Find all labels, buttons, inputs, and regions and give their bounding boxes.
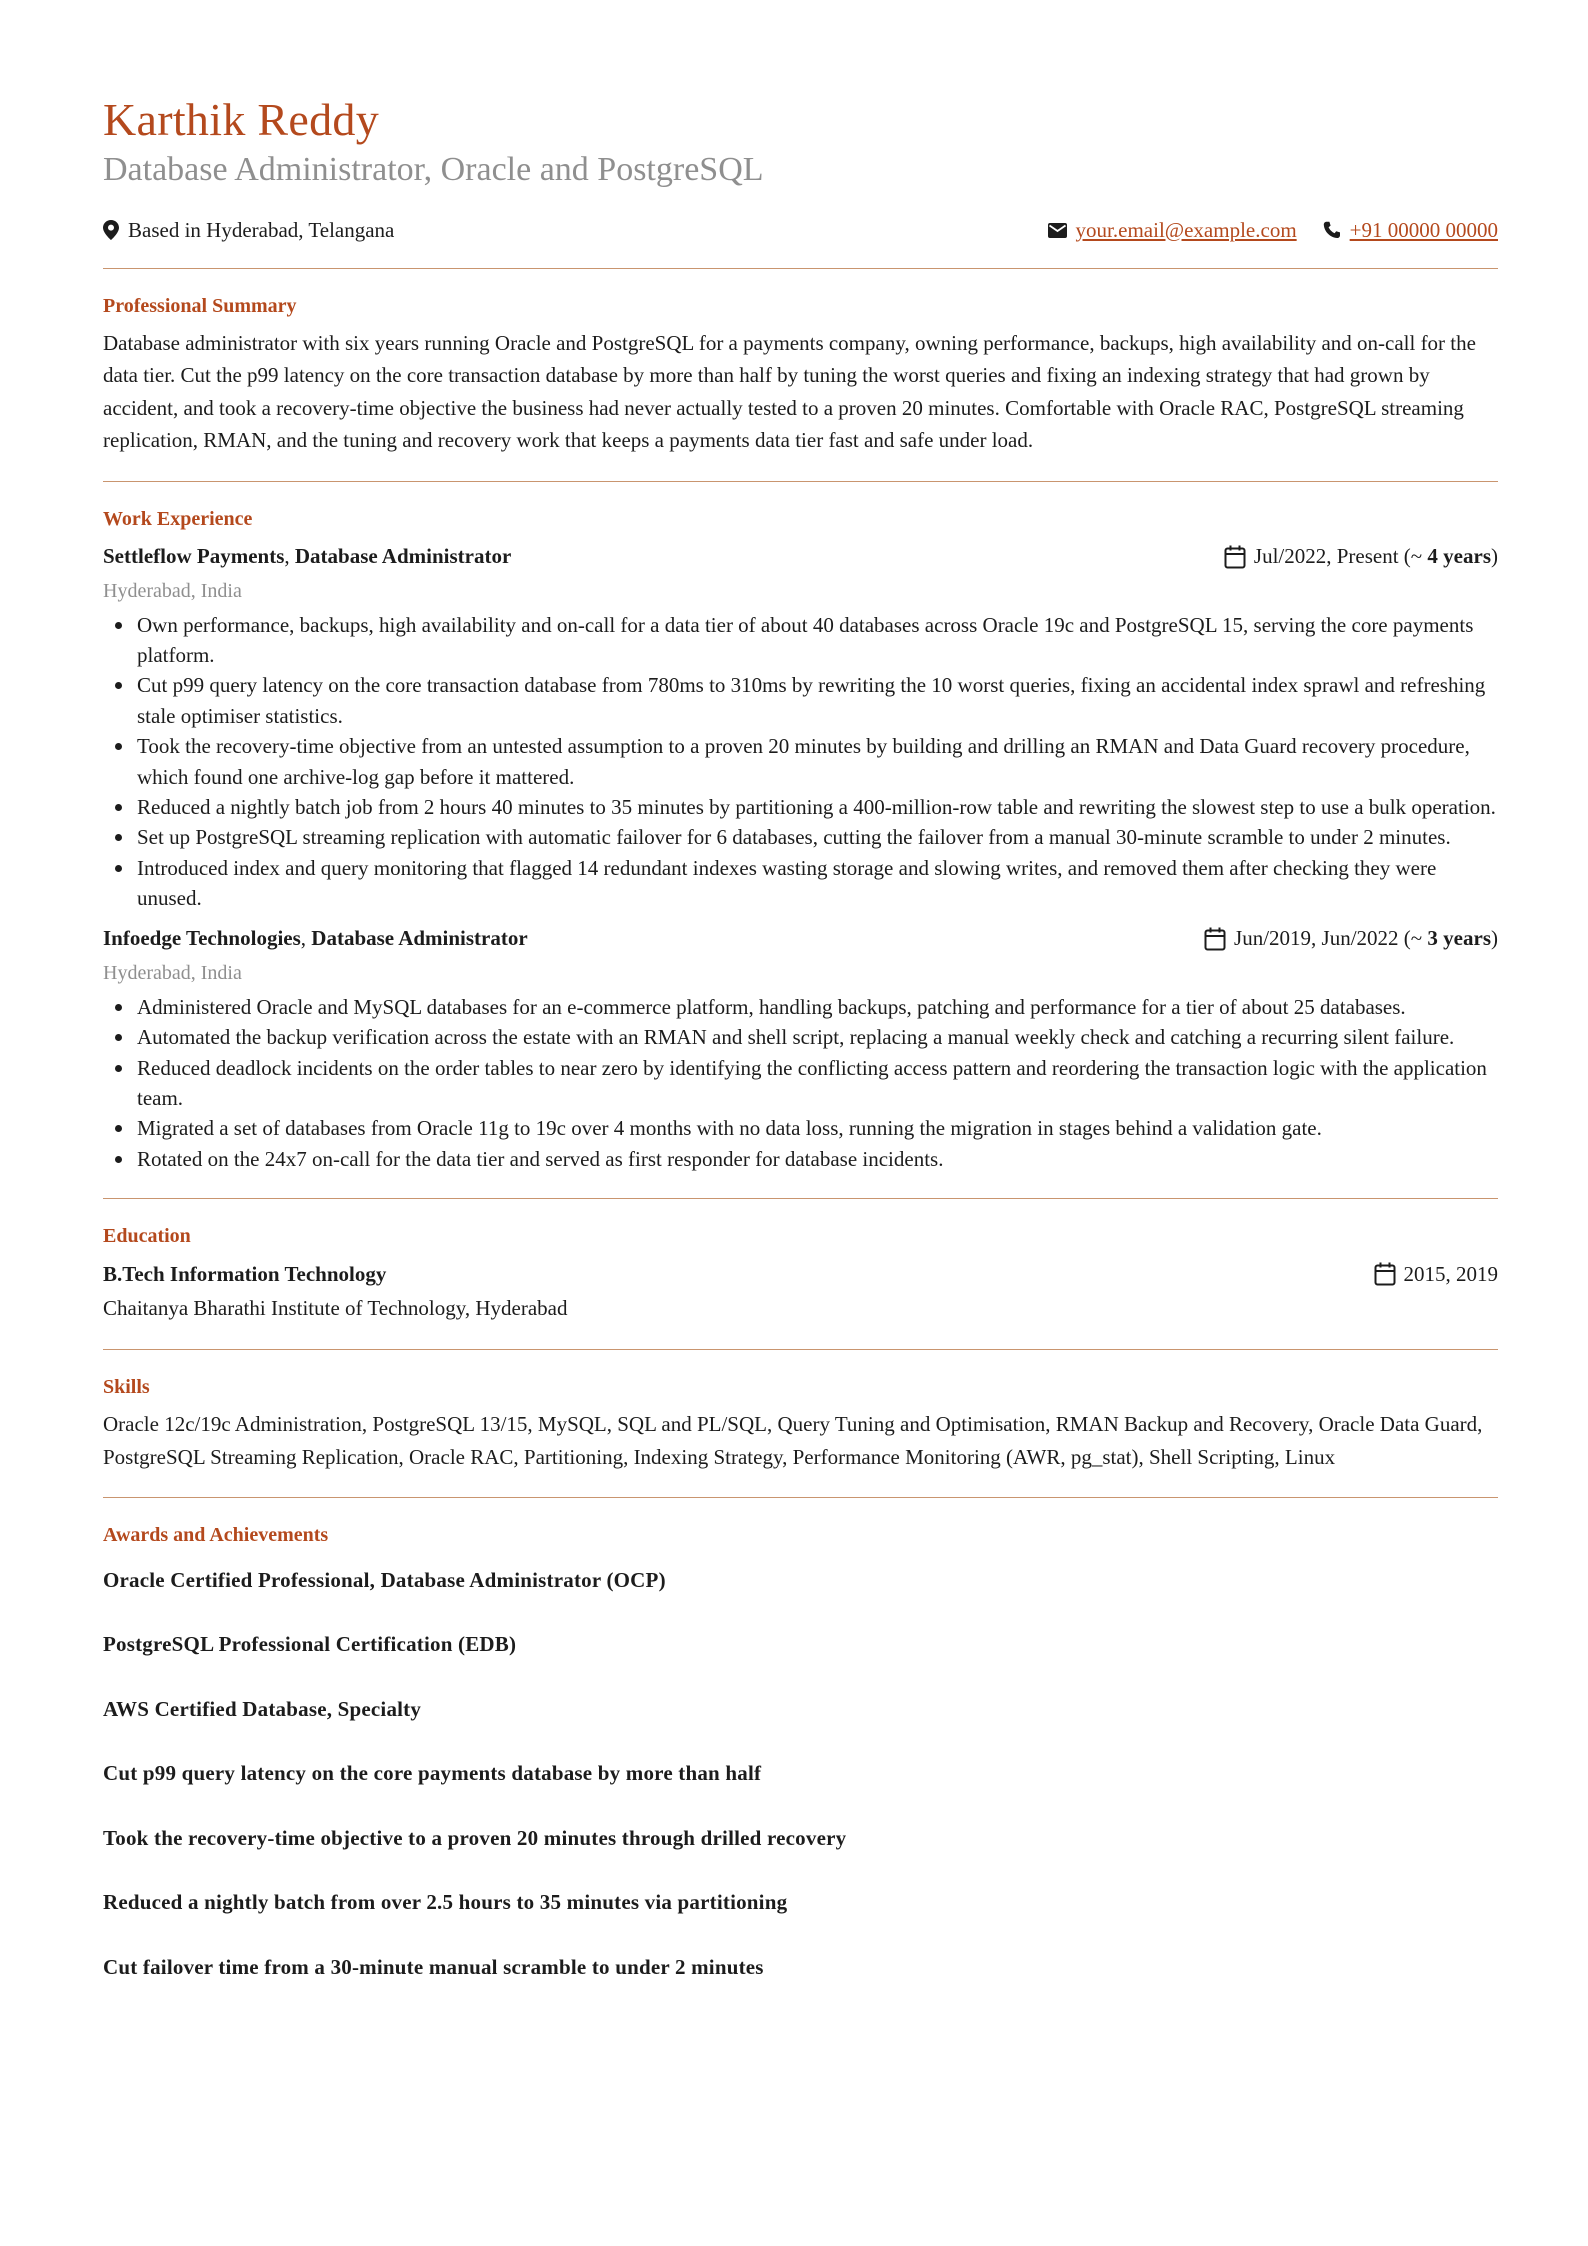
job-header [103, 540, 1498, 574]
education-section [103, 1199, 1498, 1349]
calendar-icon [1224, 545, 1246, 569]
envelope-icon [1048, 223, 1067, 238]
award-item: Cut p99 query latency on the core payments database by more than half [103, 1761, 762, 1786]
section-title: Education [103, 1225, 191, 1248]
candidate-headline: Database Administrator, Oracle and PostgreSQL [103, 151, 764, 188]
job-role: Database Administrator [294, 544, 512, 569]
skills-section [103, 1350, 1498, 1497]
list-item: Migrated a set of databases from Oracle 11g to 19c over 4 months with no data loss, running the migration in stages behind a validation gate. [137, 1113, 1498, 1143]
job-dates: Jul/2022, Present (~ 4 years) [1224, 544, 1498, 569]
summary-text: Database administrator with six years running Oracle and PostgreSQL for a payments company, owning performance, backups, high availability and on-call for the data tier. Cut the p99 latency on the core transaction database by more than half by tuning the worst queries and fixing an indexing strategy that had grown by accident, and took a recovery-time objective the business had never actually tested to a proven 20 minutes. Comfortable with Oracle RAC, PostgreSQL streaming replication, RMAN, and the tuning and recovery work that keeps a payments data tier fast and safe under load. [103, 331, 1476, 453]
list-item: Took the recovery-time objective from an untested assumption to a proven 20 minutes by building and drilling an RMAN and Data Guard recovery procedure, which found one archive-log gap before it mattered. [137, 731, 1498, 792]
job-duration: 4 years [1427, 544, 1491, 569]
phone-icon [1323, 221, 1341, 239]
email-contact [1048, 218, 1297, 243]
award-item: Took the recovery-time objective to a proven 20 minutes through drilled recovery [103, 1825, 847, 1850]
contact-row [103, 214, 1498, 246]
job-bullets [103, 992, 1498, 1174]
skills-text: Oracle 12c/19c Administration, PostgreSQL 13/15, MySQL, SQL and PL/SQL, Query Tuning and Optimisation, RMAN Backup and Recovery, Oracle Data Guard, PostgreSQL Streaming Replication, Oracle RAC, Partitioning, Indexing Strategy, Performance Monitoring (AWR, pg_stat), Shell Scripting, Linux [103, 1412, 1483, 1469]
job-company: Infoedge Technologies [103, 926, 301, 951]
phone-link[interactable]: +91 00000 00000 [1349, 217, 1498, 242]
awards-section [103, 1498, 1498, 2042]
job-date-range: Jun/2019, Jun/2022 (~ [1234, 926, 1428, 951]
list-item: Rotated on the 24x7 on-call for the data tier and served as first responder for database incidents. [137, 1144, 1498, 1174]
location-info [103, 218, 394, 243]
calendar-icon [1374, 1262, 1396, 1286]
job-location: Hyderabad, India [103, 961, 242, 984]
calendar-icon [1204, 927, 1226, 951]
job-role: Database Administrator [311, 926, 528, 951]
education-header [103, 1257, 1498, 1291]
list-item: Automated the backup verification across the estate with an RMAN and shell script, replacing a manual weekly check and catching a recurring silent failure. [137, 1022, 1498, 1052]
location-text: Based in Hyderabad, Telangana [128, 217, 395, 242]
job-company: Settleflow Payments [103, 544, 285, 569]
job-entry [103, 922, 1498, 1174]
job-duration: 3 years [1427, 926, 1491, 951]
school-name: Chaitanya Bharathi Institute of Technology, Hyderabad [103, 1296, 568, 1321]
list-item: Administered Oracle and MySQL databases for an e-commerce platform, handling backups, patching and performance for a tier of about 25 databases. [137, 992, 1498, 1022]
contact-links [1048, 218, 1498, 243]
list-item: Own performance, backups, high availability and on-call for a data tier of about 40 databases across Oracle 19c and PostgreSQL 15, serving the core payments platform. [137, 610, 1498, 671]
list-item: Reduced a nightly batch job from 2 hours 40 minutes to 35 minutes by partitioning a 400-million-row table and rewriting the slowest step to use a bulk operation. [137, 792, 1498, 822]
list-item: Introduced index and query monitoring that flagged 14 redundant indexes wasting storage and slowing writes, and removed them after checking they were unused. [137, 853, 1498, 914]
award-item: Oracle Certified Professional, Database Administrator (OCP) [103, 1567, 666, 1592]
education-dates [1374, 1262, 1499, 1287]
education-date-range: 2015, 2019 [1403, 1261, 1498, 1286]
job-date-range: Jul/2022, Present (~ [1253, 544, 1428, 569]
list-item: Set up PostgreSQL streaming replication with automatic failover for 6 databases, cutting the failover from a manual 30-minute scramble to under 2 minutes. [137, 822, 1498, 852]
section-title: Professional Summary [103, 295, 297, 317]
job-heading: Settleflow Payments, Database Administrator [103, 544, 512, 569]
degree-title: B.Tech Information Technology [103, 1261, 387, 1286]
job-bullets [103, 610, 1498, 914]
experience-section [103, 482, 1498, 1199]
job-heading: Infoedge Technologies, Database Administrator [103, 926, 528, 951]
section-title: Work Experience [103, 507, 253, 530]
award-item: Cut failover time from a 30-minute manual scramble to under 2 minutes [103, 1954, 764, 1979]
section-title: Skills [103, 1376, 150, 1399]
phone-contact [1323, 218, 1498, 243]
section-title: Awards and Achievements [103, 1523, 329, 1546]
job-entry [103, 540, 1498, 914]
award-item: AWS Certified Database, Specialty [103, 1696, 422, 1721]
job-header [103, 922, 1498, 956]
summary-section [103, 269, 1498, 481]
list-item: Reduced deadlock incidents on the order tables to near zero by identifying the conflicting access pattern and reordering the transaction logic with the application team. [137, 1053, 1498, 1114]
job-location: Hyderabad, India [103, 579, 242, 602]
award-item: Reduced a nightly batch from over 2.5 hours to 35 minutes via partitioning [103, 1890, 788, 1915]
list-item: Cut p99 query latency on the core transaction database from 780ms to 310ms by rewriting the 10 worst queries, fixing an accidental index sprawl and refreshing stale optimiser statistics. [137, 670, 1498, 731]
job-dates: Jun/2019, Jun/2022 (~ 3 years) [1204, 926, 1498, 951]
award-item: PostgreSQL Professional Certification (EDB) [103, 1632, 517, 1657]
map-pin-icon [103, 220, 119, 240]
email-link[interactable]: your.email@example.com [1075, 217, 1297, 242]
candidate-name: Karthik Reddy [103, 94, 380, 145]
